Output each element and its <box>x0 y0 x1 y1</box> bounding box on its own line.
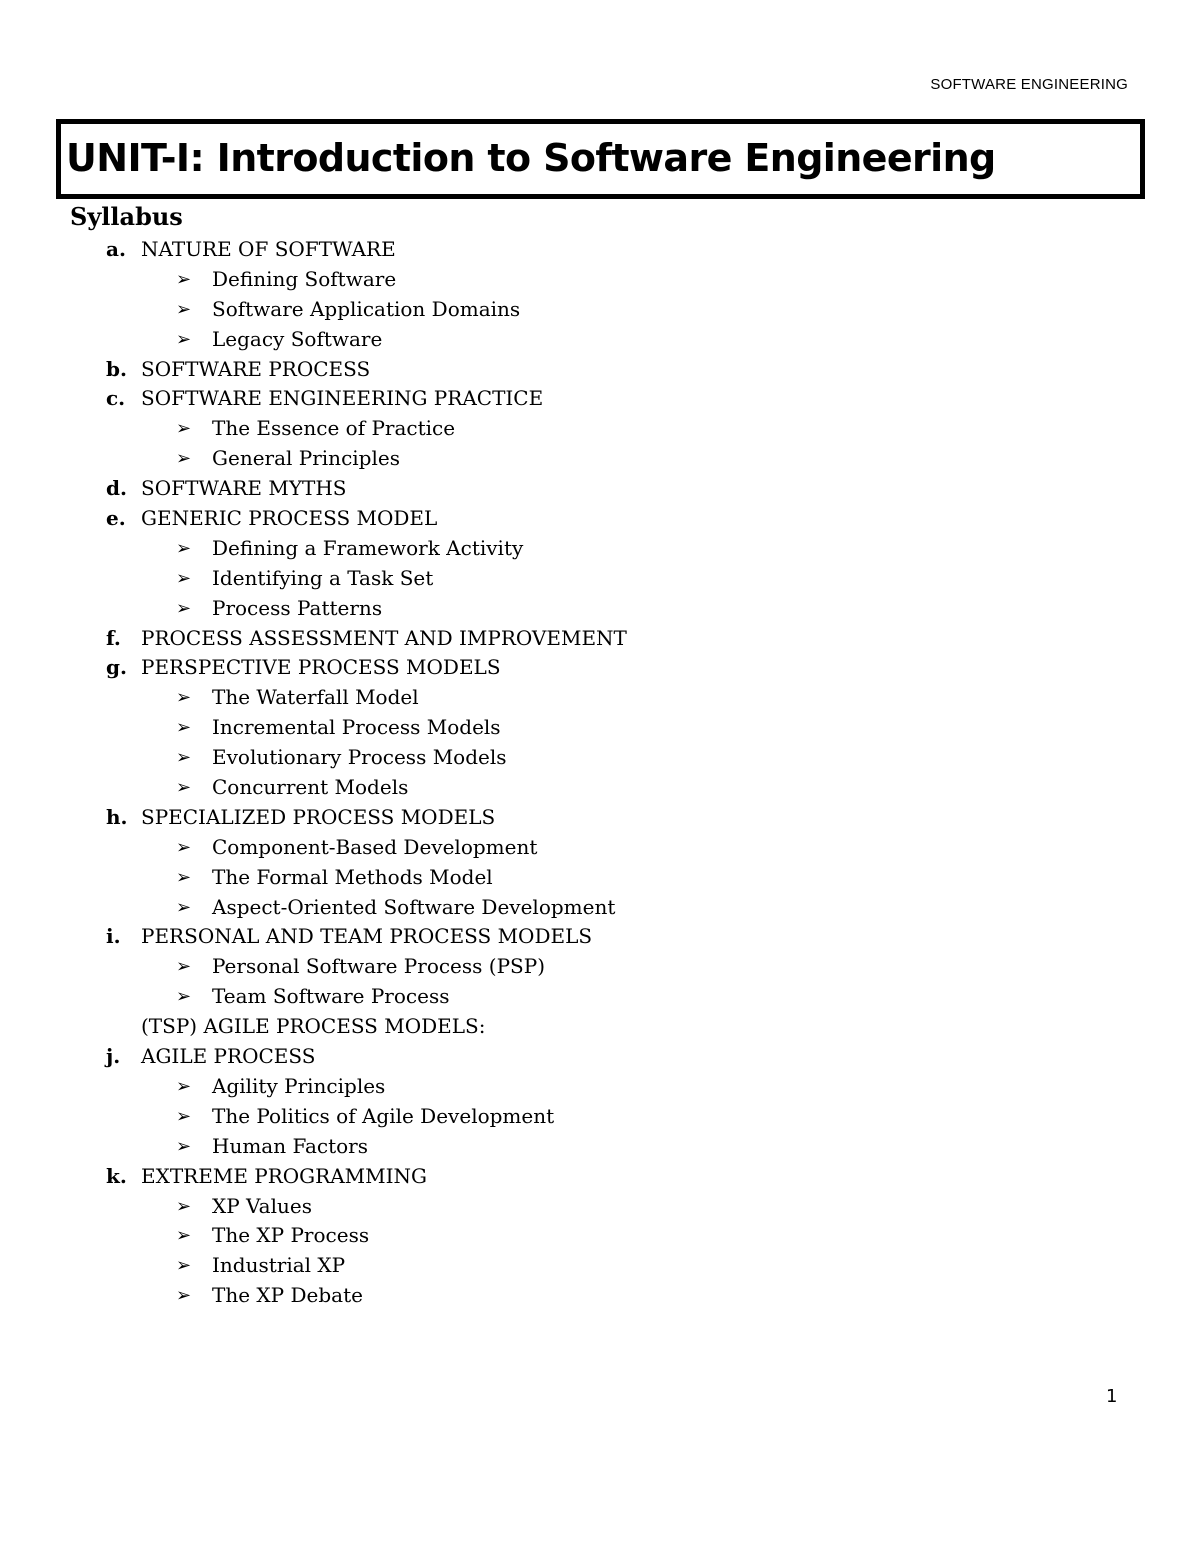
sub-item <box>0 1102 1200 1132</box>
sub-item-text: The Essence of Practice <box>212 416 456 441</box>
section-item <box>0 355 1200 385</box>
sub-item <box>0 893 1200 923</box>
section-title: SPECIALIZED PROCESS MODELS <box>141 804 496 829</box>
sub-item-text: Process Patterns <box>212 595 383 620</box>
arrow-bullet-icon: ➢ <box>176 1075 192 1097</box>
section-marker: c. <box>106 386 126 411</box>
arrow-bullet-icon: ➢ <box>176 896 192 918</box>
syllabus-heading: Syllabus <box>70 202 183 231</box>
arrow-bullet-icon: ➢ <box>176 537 192 559</box>
sub-item-text: Legacy Software <box>212 326 383 351</box>
section-marker: e. <box>106 506 126 531</box>
sub-item <box>0 1192 1200 1222</box>
sub-item-text: Component-Based Development <box>212 834 538 859</box>
arrow-bullet-icon: ➢ <box>176 1285 192 1307</box>
running-header: SOFTWARE ENGINEERING <box>930 76 1128 93</box>
sub-item <box>0 982 1200 1012</box>
section-title: PROCESS ASSESSMENT AND IMPROVEMENT <box>141 625 627 650</box>
section-title: EXTREME PROGRAMMING <box>141 1163 427 1188</box>
sub-item <box>0 325 1200 355</box>
sub-item <box>0 863 1200 893</box>
arrow-bullet-icon: ➢ <box>176 298 192 320</box>
section-marker: a. <box>106 237 126 261</box>
section-item <box>0 922 1200 952</box>
sub-item <box>0 1132 1200 1162</box>
section-item <box>0 384 1200 414</box>
sub-item-text: Team Software Process <box>212 984 450 1009</box>
sub-item <box>0 683 1200 713</box>
arrow-bullet-icon: ➢ <box>176 418 192 440</box>
continuation-text: (TSP) AGILE PROCESS MODELS: <box>141 1014 486 1039</box>
arrow-bullet-icon: ➢ <box>176 1195 192 1217</box>
arrow-bullet-icon: ➢ <box>176 1225 192 1247</box>
page-number: 1 <box>1106 1386 1118 1407</box>
arrow-bullet-icon: ➢ <box>176 328 192 350</box>
sub-item <box>0 444 1200 474</box>
section-marker: h. <box>106 804 128 829</box>
section-marker: i. <box>106 924 121 949</box>
section-item <box>0 653 1200 683</box>
sub-item <box>0 952 1200 982</box>
sub-item <box>0 534 1200 564</box>
section-marker: g. <box>106 655 127 680</box>
section-title: PERSONAL AND TEAM PROCESS MODELS <box>141 924 593 949</box>
section-marker: k. <box>106 1163 127 1188</box>
section-marker: j. <box>106 1044 121 1069</box>
section-item <box>0 474 1200 504</box>
sub-item-text: General Principles <box>212 446 400 471</box>
section-title: AGILE PROCESS <box>141 1044 316 1069</box>
arrow-bullet-icon: ➢ <box>176 866 192 888</box>
arrow-bullet-icon: ➢ <box>176 1255 192 1277</box>
sub-item-text: Personal Software Process (PSP) <box>212 954 545 979</box>
sub-item-text: The Politics of Agile Development <box>212 1103 555 1128</box>
arrow-bullet-icon: ➢ <box>176 777 192 799</box>
sub-item <box>0 1281 1200 1311</box>
section-marker: b. <box>106 356 127 381</box>
sub-item <box>0 1221 1200 1251</box>
arrow-bullet-icon: ➢ <box>176 747 192 769</box>
sub-item-text: The XP Debate <box>212 1283 363 1308</box>
sub-item <box>0 1072 1200 1102</box>
sub-item-text: Human Factors <box>212 1133 368 1158</box>
arrow-bullet-icon: ➢ <box>176 836 192 858</box>
sub-item-text: Software Application Domains <box>212 296 521 321</box>
sub-item-text: Incremental Process Models <box>212 715 501 740</box>
sub-item-text: XP Values <box>212 1193 312 1218</box>
section-title: GENERIC PROCESS MODEL <box>141 506 438 531</box>
arrow-bullet-icon: ➢ <box>176 567 192 589</box>
arrow-bullet-icon: ➢ <box>176 268 192 290</box>
sub-item <box>0 414 1200 444</box>
sub-item <box>0 773 1200 803</box>
section-title: PERSPECTIVE PROCESS MODELS <box>141 655 501 680</box>
arrow-bullet-icon: ➢ <box>176 1135 192 1157</box>
section-item <box>0 235 1200 265</box>
sub-item-text: The XP Process <box>212 1223 370 1248</box>
section-title: SOFTWARE ENGINEERING PRACTICE <box>141 386 544 411</box>
section-item <box>0 1042 1200 1072</box>
sub-item-text: Concurrent Models <box>212 775 409 800</box>
sub-item <box>0 833 1200 863</box>
sub-item-text: Aspect-Oriented Software Development <box>212 894 616 919</box>
syllabus-outline <box>0 235 1200 1311</box>
section-item <box>0 1162 1200 1192</box>
sub-item <box>0 594 1200 624</box>
arrow-bullet-icon: ➢ <box>176 717 192 739</box>
section-marker: d. <box>106 476 127 501</box>
sub-item-text: Identifying a Task Set <box>212 565 434 590</box>
section-title: SOFTWARE MYTHS <box>141 476 347 501</box>
section-item <box>0 504 1200 534</box>
sub-item <box>0 295 1200 325</box>
sub-item-text: The Waterfall Model <box>212 685 419 710</box>
sub-item-text: Defining a Framework Activity <box>212 535 524 560</box>
section-title: NATURE OF SOFTWARE <box>141 237 396 261</box>
arrow-bullet-icon: ➢ <box>176 1105 192 1127</box>
sub-item-text: Industrial XP <box>212 1253 346 1278</box>
arrow-bullet-icon: ➢ <box>176 956 192 978</box>
section-item <box>0 803 1200 833</box>
arrow-bullet-icon: ➢ <box>176 597 192 619</box>
sub-item <box>0 265 1200 295</box>
sub-item-text: Defining Software <box>212 266 397 291</box>
arrow-bullet-icon: ➢ <box>176 986 192 1008</box>
sub-item-text: Evolutionary Process Models <box>212 745 507 770</box>
sub-item <box>0 1251 1200 1281</box>
sub-item-text: Agility Principles <box>212 1073 386 1098</box>
arrow-bullet-icon: ➢ <box>176 687 192 709</box>
sub-item <box>0 743 1200 773</box>
continuation-line <box>0 1012 1200 1042</box>
section-item <box>0 624 1200 654</box>
sub-item-text: The Formal Methods Model <box>212 864 493 889</box>
arrow-bullet-icon: ➢ <box>176 448 192 470</box>
page-title: UNIT-I: Introduction to Software Engineering <box>66 136 996 180</box>
section-marker: f. <box>106 625 121 650</box>
sub-item <box>0 713 1200 743</box>
section-title: SOFTWARE PROCESS <box>141 356 371 381</box>
sub-item <box>0 564 1200 594</box>
